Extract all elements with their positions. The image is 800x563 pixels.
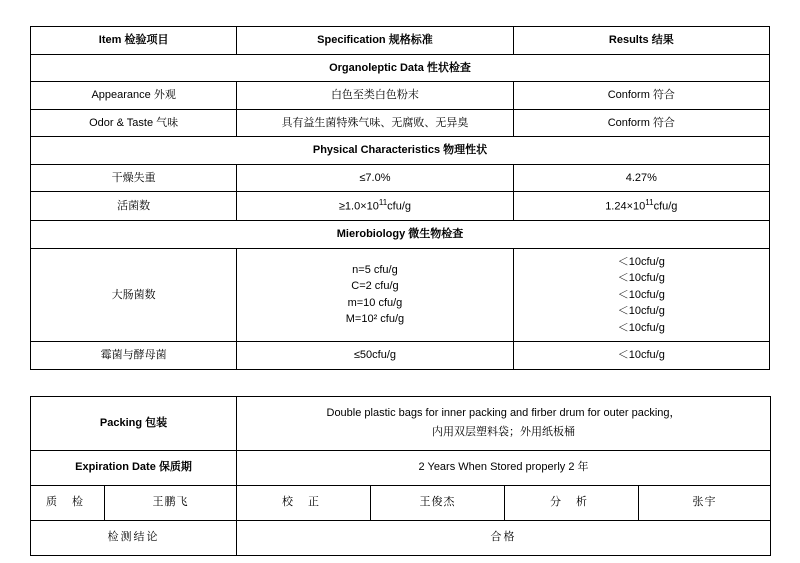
row-item-coliform: 大肠菌数 [31,248,237,342]
header-specification: Specification 规格标准 [237,27,513,55]
table-header-row [31,27,770,55]
section-row-physical [31,137,770,165]
signature-name-qc: 王鹏飞 [105,486,237,521]
table-row [31,192,770,221]
table-row [31,109,770,137]
signature-label-verify: 校 正 [237,486,371,521]
row-item-odor-taste: Odor & Taste 气味 [31,109,237,137]
table-row [31,342,770,370]
table-row [31,248,770,342]
signature-row [31,486,771,521]
row-result-appearance: Conform 符合 [513,82,769,110]
result-line: ＜10cfu/g [617,305,665,318]
result-line: ＜10cfu/g [617,288,665,301]
header-results: Results 结果 [513,27,769,55]
row-spec-viable-count [237,192,513,221]
spec-line: n=5 cfu/g [352,263,398,276]
row-result-coliform [513,248,769,342]
result-line: ＜10cfu/g [617,255,665,268]
section-label-physical: Physical Characteristics 物理性状 [31,137,770,165]
spec-line: C=2 cfu/g [351,280,399,293]
row-result-mold-yeast: ＜10cfu/g [513,342,769,370]
packing-row [31,396,771,451]
expiration-row [31,451,771,486]
packing-label: Packing 包装 [31,396,237,451]
row-item-viable-count: 活菌数 [31,192,237,221]
spec-prefix: ≥1.0×10 [338,200,379,213]
packing-and-signature-table [30,396,771,556]
signature-label-qc: 质 检 [31,486,105,521]
spec-line: M=10² cfu/g [345,313,405,326]
coa-document [30,26,770,556]
row-spec-odor-taste: 具有益生菌特殊气味、无腐败、无异臭 [237,109,513,137]
row-item-appearance: Appearance 外观 [31,82,237,110]
spec-line: m=10 cfu/g [347,296,403,309]
result-line: ＜10cfu/g [617,321,665,334]
row-spec-coliform [237,248,513,342]
packing-line-zh: 内用双层塑料袋；外用纸板桶 [432,426,576,439]
table-row [31,164,770,192]
row-result-odor-taste: Conform 符合 [513,109,769,137]
packing-value [237,396,771,451]
section-row-organoleptic [31,54,770,82]
row-result-loss-on-drying: 4.27% [513,164,769,192]
row-result-viable-count [513,192,769,221]
row-item-loss-on-drying: 干燥失重 [31,164,237,192]
section-label-microbiology: Mierobiology 微生物检查 [31,221,770,249]
conclusion-value: 合格 [237,520,771,555]
table-row [31,82,770,110]
row-spec-loss-on-drying: ≤7.0% [237,164,513,192]
row-spec-mold-yeast: ≤50cfu/g [237,342,513,370]
signature-name-analysis: 张宇 [639,486,771,521]
row-item-mold-yeast: 霉菌与酵母菌 [31,342,237,370]
section-label-organoleptic: Organoleptic Data 性状检查 [31,54,770,82]
expiration-label: Expiration Date 保质期 [31,451,237,486]
section-row-microbiology [31,221,770,249]
conclusion-label: 检测结论 [31,520,237,555]
result-exponent: 11 [645,198,654,207]
header-item: Item 检验项目 [31,27,237,55]
spec-suffix: cfu/g [387,200,412,213]
signature-name-verify: 王俊杰 [371,486,505,521]
expiration-value: 2 Years When Stored properly 2 年 [237,451,771,486]
analysis-results-table [30,26,770,370]
result-suffix: cfu/g [653,200,678,213]
row-spec-appearance: 白色至类白色粉末 [237,82,513,110]
signature-label-analysis: 分 析 [505,486,639,521]
result-prefix: 1.24×10 [605,200,646,213]
spec-exponent: 11 [378,198,388,207]
result-line: ＜10cfu/g [617,272,665,285]
conclusion-row [31,520,771,555]
packing-line-en: Double plastic bags for inner packing and firber drum for outer packing， [326,406,681,419]
